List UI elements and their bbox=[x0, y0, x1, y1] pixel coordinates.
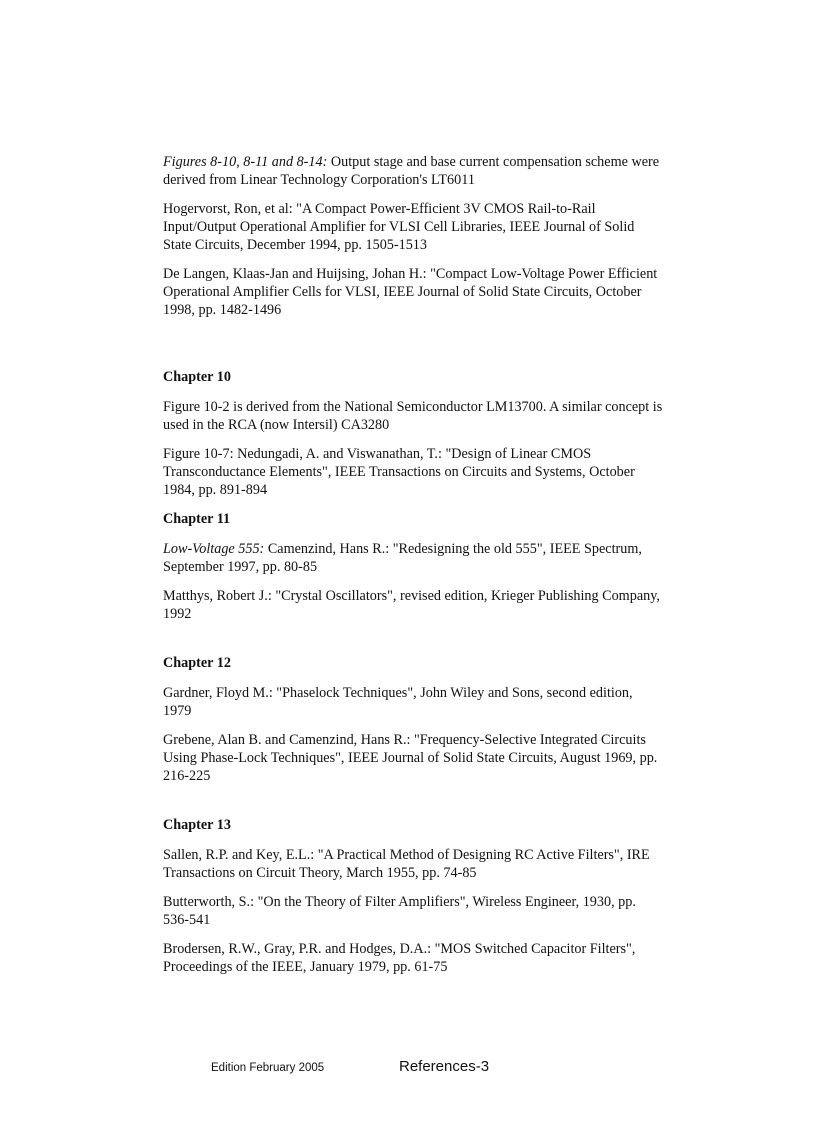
reference-text: Brodersen, R.W., Gray, P.R. and Hodges, D.A.: "MOS Switched Capacitor Filters", Proceedings of the IEEE, January 1979, pp. 61-75 bbox=[163, 941, 636, 975]
reference-text: Matthys, Robert J.: "Crystal Oscillators", revised edition, Krieger Publishing Company, 1992 bbox=[163, 588, 660, 622]
reference-text: Gardner, Floyd M.: "Phaselock Techniques", John Wiley and Sons, second edition, 1979 bbox=[163, 685, 633, 719]
reference-entry bbox=[163, 540, 663, 576]
reference-lead: Low-Voltage 555: bbox=[163, 541, 265, 557]
reference-text: Camenzind, Hans R.: "Redesigning the old 555", IEEE Spectrum, September 1997, pp. 80-85 bbox=[163, 541, 642, 575]
reference-entry bbox=[163, 893, 663, 929]
reference-text: Figure 10-7: Nedungadi, A. and Viswanathan, T.: "Design of Linear CMOS Transconductance Elements", IEEE Transactions on Circuits and Systems, October 1984, pp. 891-894 bbox=[163, 446, 635, 498]
reference-entry bbox=[163, 200, 663, 254]
chapter-11-heading: Chapter 11 bbox=[163, 511, 231, 527]
reference-text: Output stage and base current compensation scheme were derived from Linear Technology Corporation's LT6011 bbox=[163, 154, 660, 188]
chapter-10-heading: Chapter 10 bbox=[163, 369, 231, 385]
reference-entry bbox=[163, 398, 663, 434]
reference-entry bbox=[163, 265, 663, 319]
reference-text: Sallen, R.P. and Key, E.L.: "A Practical Method of Designing RC Active Filters", IRE Transactions on Circuit Theory, March 1955, pp. 74-85 bbox=[163, 847, 650, 881]
reference-entry bbox=[163, 940, 663, 976]
reference-entry bbox=[163, 587, 663, 623]
reference-entry bbox=[163, 731, 663, 785]
reference-text: Grebene, Alan B. and Camenzind, Hans R.: "Frequency-Selective Integrated Circuits Using Phase-Lock Techniques", IEEE Journal of Solid State Circuits, August 1969, pp. 216-225 bbox=[163, 732, 658, 784]
references-content bbox=[163, 153, 663, 987]
footer-page-number: References-3 bbox=[399, 1058, 490, 1075]
reference-text: Figure 10-2 is derived from the National Semiconductor LM13700. A similar concept is used in the RCA (now Intersil) CA3280 bbox=[163, 399, 663, 433]
reference-entry bbox=[163, 846, 663, 882]
reference-entry bbox=[163, 445, 663, 499]
reference-entry bbox=[163, 684, 663, 720]
reference-text: Butterworth, S.: "On the Theory of Filter Amplifiers", Wireless Engineer, 1930, pp. 536-541 bbox=[163, 894, 636, 928]
chapter-13-heading: Chapter 13 bbox=[163, 817, 231, 833]
footer-edition: Edition February 2005 bbox=[211, 1062, 325, 1074]
reference-lead: Figures 8-10, 8-11 and 8-14: bbox=[163, 154, 328, 170]
reference-text: De Langen, Klaas-Jan and Huijsing, Johan H.: "Compact Low-Voltage Power Efficient Operational Amplifier Cells for VLSI, IEEE Journal of Solid State Circuits, October 1998, pp. 1482-1496 bbox=[163, 266, 658, 318]
chapter-12-heading: Chapter 12 bbox=[163, 655, 231, 671]
reference-text: Hogervorst, Ron, et al: "A Compact Power-Efficient 3V CMOS Rail-to-Rail Input/Output Operational Amplifier for VLSI Cell Libraries, IEEE Journal of Solid State Circuits, December 1994, pp. 1505-1513 bbox=[163, 201, 635, 253]
reference-entry bbox=[163, 153, 663, 189]
